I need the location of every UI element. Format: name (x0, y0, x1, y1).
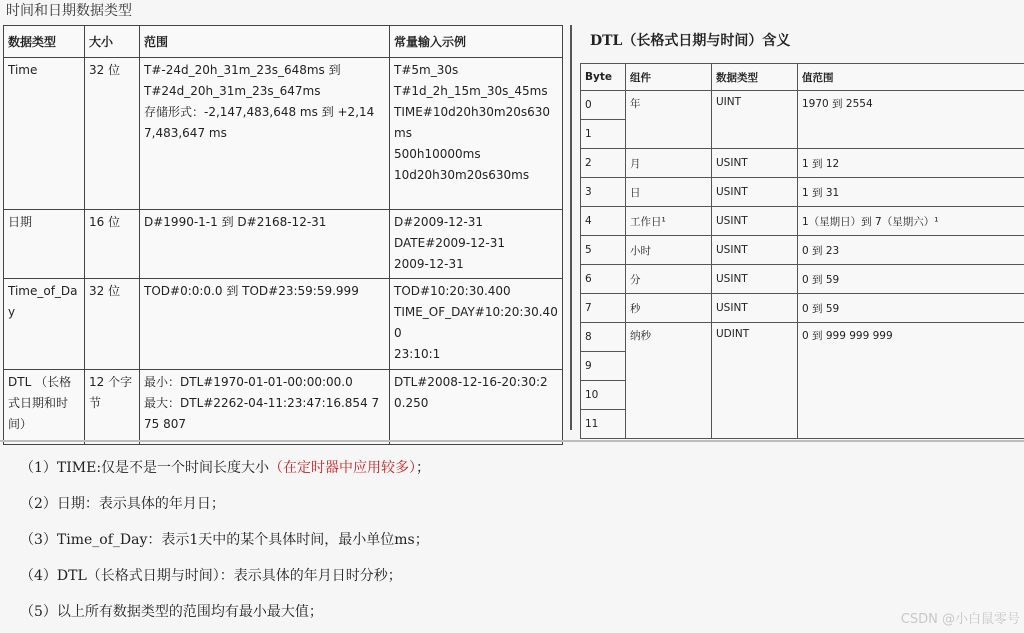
time-date-types-table (3, 25, 563, 445)
component-cell: 秒 (626, 294, 712, 323)
range-cell: 1 到 31 (798, 178, 1024, 207)
dtl-row (581, 91, 1024, 120)
dtl-title: DTL（长格式日期与时间）含义 (590, 33, 791, 49)
example-line: TOD#10:20:30.400 (394, 284, 511, 298)
cell-type: Time_of_Day (4, 279, 85, 370)
header-type: 数据类型 (4, 26, 85, 58)
example-line: DATE#2009-12-31 (394, 236, 506, 250)
notes-list (20, 450, 1010, 630)
cell-range (140, 58, 390, 210)
range-cell: 1 到 12 (798, 149, 1024, 178)
table-row-time-of-day (4, 279, 563, 370)
example-line: T#5m_30s (394, 63, 459, 77)
cell-range (140, 279, 390, 370)
header-dtype: 数据类型 (712, 64, 798, 91)
example-line: 10d20h30m20s630ms (394, 168, 530, 182)
byte-cell: 3 (581, 178, 626, 207)
example-line: 500h10000ms (394, 147, 481, 161)
byte-cell: 9 (581, 352, 626, 381)
byte-cell: 5 (581, 236, 626, 265)
example-line: DTL#2008-12-16-20:30:20.250 (394, 375, 548, 410)
note-text: （5）以上所有数据类型的范围均有最小最大值； (20, 604, 323, 620)
component-cell: 分 (626, 265, 712, 294)
dtype-cell: USINT (712, 149, 798, 178)
example-line: T#1d_2h_15m_30s_45ms (394, 84, 548, 98)
dtl-structure-table (580, 63, 1024, 439)
cell-example (390, 210, 563, 279)
example-line: D#2009-12-31 (394, 215, 484, 229)
range-line: 最大：DTL#2262-04-11:23:47:16.854 775 807 (144, 396, 380, 431)
header-size: 大小 (85, 26, 140, 58)
note-item (20, 522, 1010, 558)
header-example: 常量输入示例 (390, 26, 563, 58)
cell-example (390, 279, 563, 370)
byte-cell: 6 (581, 265, 626, 294)
byte-cell: 7 (581, 294, 626, 323)
dtype-cell: USINT (712, 236, 798, 265)
component-cell: 纳秒 (626, 323, 712, 439)
byte-cell: 8 (581, 323, 626, 352)
range-line: TOD#0:0:0.0 到 TOD#23:59:59.999 (144, 284, 359, 298)
example-line: 23:10:1 (394, 347, 441, 361)
table-header-row (4, 26, 563, 58)
dtl-row (581, 323, 1024, 352)
table-row-date (4, 210, 563, 279)
header-component: 组件 (626, 64, 712, 91)
cell-type: DTL （长格式日期和时间） (4, 370, 85, 445)
range-line: 存储形式：-2,147,483,648 ms 到 +2,147,483,647 ms (144, 105, 375, 140)
dtl-header-row (581, 64, 1024, 91)
table-row-time (4, 58, 563, 210)
cell-size: 32 位 (85, 58, 140, 210)
note-item (20, 558, 1010, 594)
dtl-row (581, 294, 1024, 323)
cell-example (390, 370, 563, 445)
note-suffix: ； (416, 460, 431, 476)
component-cell: 月 (626, 149, 712, 178)
range-line: T#24d_20h_31m_23s_647ms (144, 84, 321, 98)
dtl-row (581, 207, 1024, 236)
note-highlight: （在定时器中应用较多） (269, 460, 417, 476)
range-cell: 1（星期日）到 7（星期六）¹ (798, 207, 1024, 236)
component-cell: 工作日¹ (626, 207, 712, 236)
component-cell: 小时 (626, 236, 712, 265)
example-line: 2009-12-31 (394, 257, 464, 271)
range-cell: 0 到 59 (798, 294, 1024, 323)
cell-range (140, 370, 390, 445)
cell-example (390, 58, 563, 210)
range-line: 最小：DTL#1970-01-01-00:00:00.0 (144, 375, 353, 389)
example-line: TIME#10d20h30m20s630ms (394, 105, 551, 140)
byte-cell: 4 (581, 207, 626, 236)
dtl-row (581, 236, 1024, 265)
byte-cell: 10 (581, 381, 626, 410)
horizontal-divider (0, 440, 1024, 442)
dtl-row (581, 178, 1024, 207)
note-text: （4）DTL（长格式日期与时间）：表示具体的年月日时分秒； (20, 568, 402, 584)
byte-cell: 2 (581, 149, 626, 178)
range-cell: 0 到 59 (798, 265, 1024, 294)
component-cell: 年 (626, 91, 712, 149)
note-text: （2）日期：表示具体的年月日； (20, 496, 225, 512)
cell-type: 日期 (4, 210, 85, 279)
dtype-cell: USINT (712, 178, 798, 207)
watermark: CSDN @小白鼠零号 (900, 612, 1020, 627)
note-item (20, 594, 1010, 630)
component-cell: 日 (626, 178, 712, 207)
cell-type: Time (4, 58, 85, 210)
dtype-cell: UINT (712, 91, 798, 149)
note-text: （3）Time_of_Day：表示1天中的某个具体时间，最小单位ms； (20, 532, 429, 548)
header-byte: Byte (581, 64, 626, 91)
note-text: （1）TIME:仅是不是一个时间长度大小 (20, 460, 270, 476)
byte-cell: 0 (581, 91, 626, 120)
cell-range (140, 210, 390, 279)
cell-size: 12 个字节 (85, 370, 140, 445)
page-title: 时间和日期数据类型 (6, 3, 132, 19)
byte-cell: 11 (581, 410, 626, 439)
dtype-cell: USINT (712, 265, 798, 294)
range-line: T#-24d_20h_31m_23s_648ms 到 (144, 63, 341, 77)
header-range: 范围 (140, 26, 390, 58)
dtl-row (581, 265, 1024, 294)
header-value-range: 值范围 (798, 64, 1024, 91)
range-cell: 0 到 999 999 999 (798, 323, 1024, 439)
cell-size: 16 位 (85, 210, 140, 279)
byte-cell: 1 (581, 120, 626, 149)
cell-size: 32 位 (85, 279, 140, 370)
range-cell: 1970 到 2554 (798, 91, 1024, 149)
dtl-row (581, 149, 1024, 178)
example-line: TIME_OF_DAY#10:20:30.400 (394, 305, 558, 340)
note-item (20, 486, 1010, 522)
dtype-cell: USINT (712, 207, 798, 236)
range-line: D#1990-1-1 到 D#2168-12-31 (144, 215, 327, 229)
dtype-cell: USINT (712, 294, 798, 323)
range-cell: 0 到 23 (798, 236, 1024, 265)
table-row-dtl (4, 370, 563, 445)
vertical-divider (570, 25, 572, 430)
note-item (20, 450, 1010, 486)
dtype-cell: UDINT (712, 323, 798, 439)
